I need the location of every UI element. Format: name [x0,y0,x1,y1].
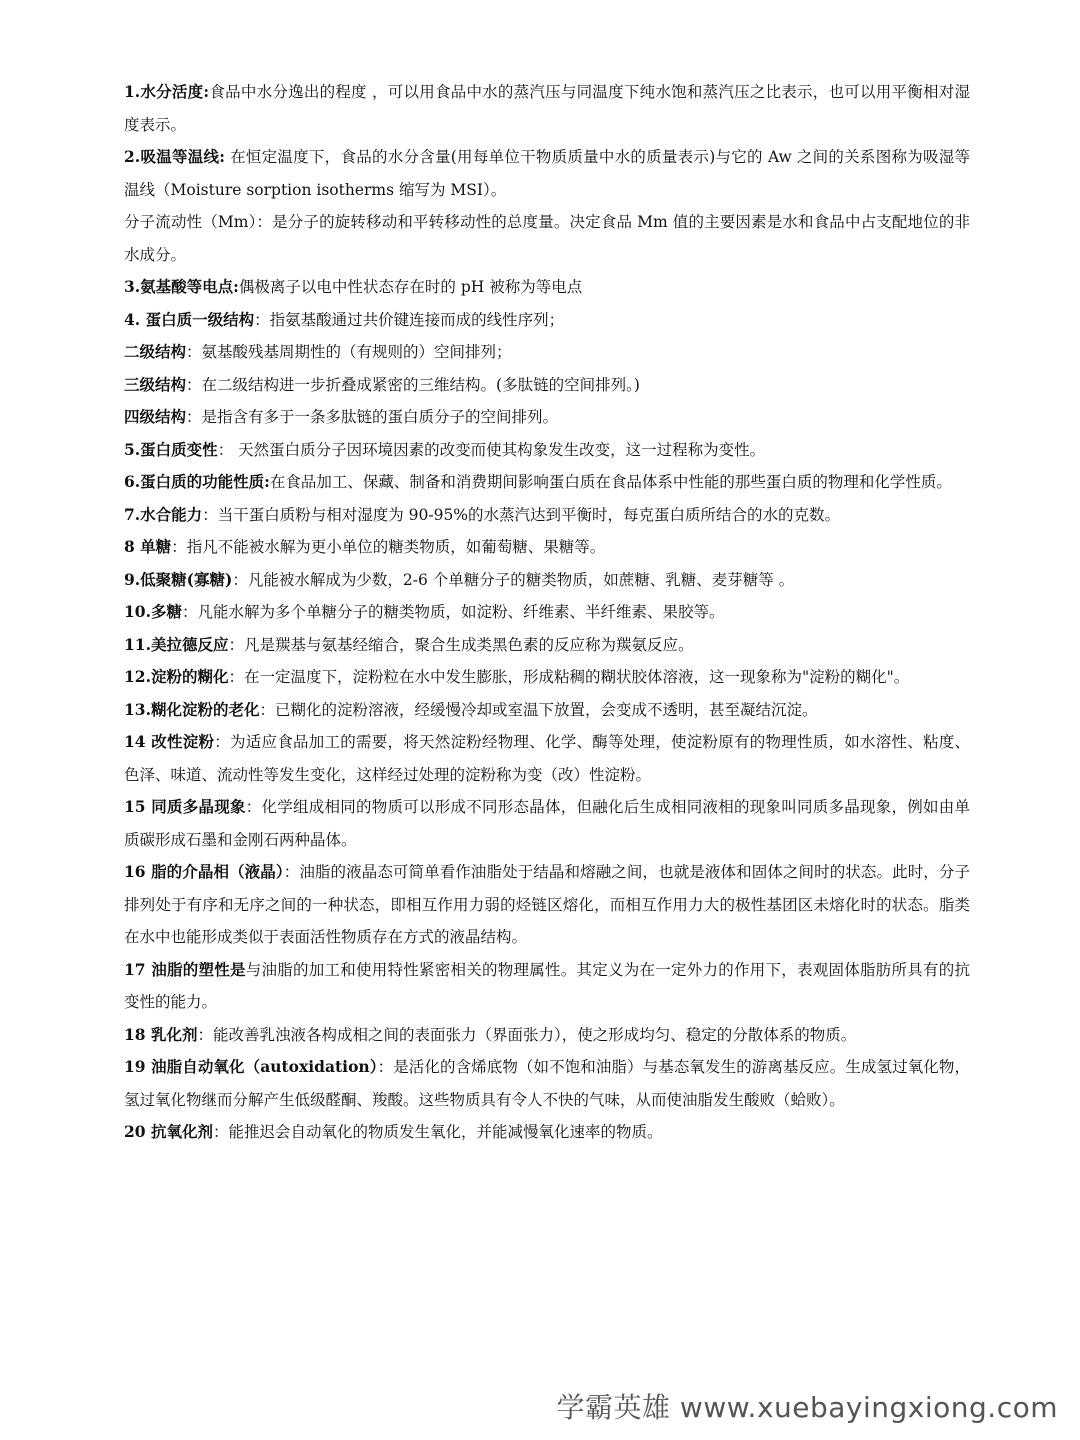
definition-text: ：指凡不能被水解为更小单位的糖类物质，如葡萄糖、果糖等。 [171,538,606,556]
definition-14 [124,726,970,791]
definition-6 [124,466,970,499]
definition-text: ： 天然蛋白质分子因环境因素的改变而使其构象发生改变，这一过程称为变性。 [217,440,766,459]
term-label: 四级结构 [124,407,187,426]
term-label: 11.美拉德反应 [124,634,229,654]
definition-text: ：当干蛋白质粉与相对湿度为 90-95%的水蒸汽达到平衡时，每克蛋白质所结合的水的克数。 [202,505,841,524]
term-label: 4. 蛋白质一级结构 [124,309,255,329]
definition-text: 与油脂的加工和使用特性紧密相关的物理属性。其定义为在一定外力的作用下，表观固体脂肪所具有的抗变性的能力。 [124,960,970,1011]
definition-text: ：凡能被水解成为少数，2-6 个单糖分子的糖类物质，如蔗糖、乳糖、麦芽糖等 。 [232,570,795,589]
definition-text: ：在二级结构进一步折叠成紧密的三维结构。(多肽链的空间排列。) [186,375,640,394]
term-label: 三级结构 [124,374,187,394]
term-label: 二级结构 [124,342,187,361]
term-label: 16 脂的介晶相（液晶） [124,862,284,881]
definition-16 [124,856,970,954]
definition-text: ：指氨基酸通过共价键连接而成的线性序列； [254,310,565,329]
definition-18 [124,1019,970,1052]
term-label: 6.蛋白质的功能性质: [124,472,270,491]
term-label: 13.糊化淀粉的老化 [124,699,260,719]
definition-12 [124,661,970,694]
definition-10 [124,596,970,629]
definition-9 [124,564,970,597]
definition-text: ：已糊化的淀粉溶液，经缓慢冷却或室温下放置，会变成不透明，甚至凝结沉淀。 [259,700,818,719]
term-label: 7.水合能力 [124,504,203,524]
definition-secondary-structure [124,336,970,369]
definition-4 [124,304,970,337]
definition-text: 在食品加工、保藏、制备和消费期间影响蛋白质在食品体系中性能的那些蛋白质的物理和化学性质。 [269,473,952,491]
footer-watermark: 学霸英雄 www.xuebayingxiong.com [556,1391,1058,1424]
definition-5 [124,434,970,467]
definition-text: ：是活化的含烯底物（如不饱和油脂）与基态氧发生的游离基反应。生成氢过氧化物，氢过氧化物继而分解产生低级醛酮、羧酸。这些物质具有令人不快的气味，从而使油脂发生酸败（蛤败）。 [124,1058,970,1109]
term-label: 20 抗氧化剂 [124,1122,213,1141]
term-label: 9.低聚糖(寡糖) [124,569,233,589]
definition-2 [124,141,970,206]
definition-15 [124,791,970,856]
term-label: 10.多糖 [124,602,182,621]
definition-molecular-mobility [124,206,970,271]
document-body [124,76,970,1149]
definition-quaternary-structure [124,401,970,434]
definition-text: ：能推迟会自动氧化的物质发生氧化，并能减慢氧化速率的物质。 [212,1123,663,1141]
definition-1 [124,76,970,141]
term-label: 5.蛋白质变性 [124,439,218,459]
term-label: 3.氨基酸等电点: [124,277,239,296]
definition-text: ：凡能水解为多个单糖分子的糖类物质，如淀粉、纤维素、半纤维素、果胶等。 [181,603,725,621]
definition-17 [124,954,970,1019]
definition-3 [124,271,970,304]
term-label: 17 油脂的塑性是 [124,959,246,979]
definition-text: ：化学组成相同的物质可以形成不同形态晶体，但融化后生成相同液相的现象叫同质多晶现象，例如由单质碳形成石墨和金刚石两种晶体。 [124,798,970,849]
definition-text: ：能改善乳浊液各构成相之间的表面张力（界面张力），使之形成均匀、稳定的分散体系的物质。 [197,1025,857,1044]
term-label: 8 单糖 [124,537,172,556]
definition-text: 在恒定温度下，食品的水分含量(用每单位干物质质量中水的质量表示)与它的 Aw 之间的关系图称为吸湿等温线（Moisture sorption isotherms 缩写为 MSI）。 [124,148,970,199]
definition-text: 分子流动性（Mm）：是分子的旋转移动和平转移动性的总度量。决定食品 Mm 值的主要因素是水和食品中占支配地位的非水成分。 [124,213,970,264]
definition-text: 偶极离子以电中性状态存在时的 pH 被称为等电点 [238,278,583,296]
definition-8 [124,531,970,564]
definition-text: ：是指含有多于一条多肽链的蛋白质分子的空间排列。 [186,408,559,426]
term-label: 18 乳化剂 [124,1024,198,1044]
term-label: 12.淀粉的糊化 [124,667,229,686]
definition-text: ：在一定温度下，淀粉粒在水中发生膨胀，形成粘稠的糊状胶体溶液，这一现象称为"淀粉的糊化"。 [228,668,910,686]
definition-tertiary-structure [124,369,970,402]
definition-7 [124,499,970,532]
term-label: 15 同质多晶现象 [124,797,246,816]
term-label: 19 油脂自动氧化（autoxidation） [124,1057,378,1076]
definition-text: ：为适应食品加工的需要，将天然淀粉经物理、化学、酶等处理，使淀粉原有的物理性质，如水溶性、粘度、色泽、味道、流动性等发生变化，这样经过处理的淀粉称为变（改）性淀粉。 [124,733,970,784]
definition-text: ：油脂的液晶态可简单看作油脂处于结晶和熔融之间，也就是液体和固体之间时的状态。此时，分子排列处于有序和无序之间的一种状态，即相互作用力弱的烃链区熔化，而相互作用力大的极性基团区未熔化时的状态。脂类在水中也能形成类似于表面活性物质存在方式的液晶结构。 [124,863,970,946]
term-label: 2.吸温等温线: [124,147,225,166]
definition-text: ：凡是羰基与氨基经缩合，聚合生成类黑色素的反应称为羰氨反应。 [228,635,694,654]
definition-13 [124,694,970,727]
definition-11 [124,629,970,662]
definition-text: 食品中水分逸出的程度 ，可以用食品中水的蒸汽压与同温度下纯水饱和蒸汽压之比表示，也可以用平衡相对湿度表示。 [124,83,970,134]
term-label: 1.水分活度: [124,82,210,101]
definition-text: ：氨基酸残基周期性的（有规则的）空间排列； [186,343,512,361]
definition-20 [124,1116,970,1149]
term-label: 14 改性淀粉 [124,732,215,751]
definition-19 [124,1051,970,1116]
